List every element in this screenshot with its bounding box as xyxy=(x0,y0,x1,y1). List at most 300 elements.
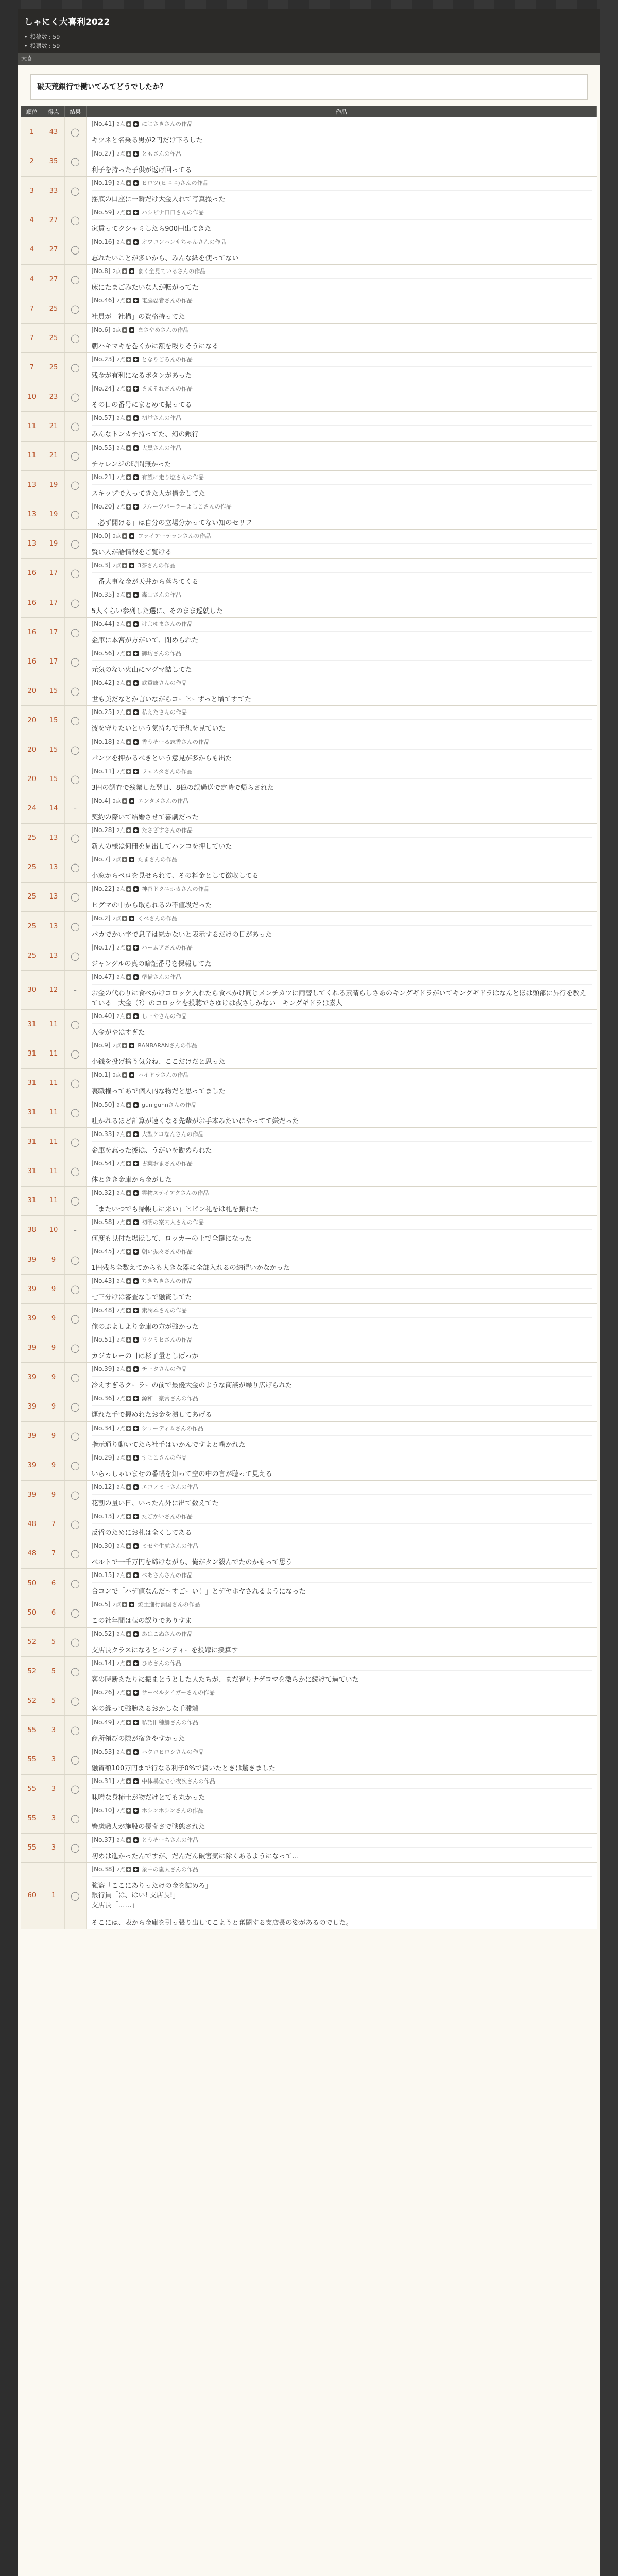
entry-answer: 残金が有利になるボタンがあった xyxy=(92,366,592,380)
badge-b: ◆ xyxy=(134,1867,138,1872)
result-cell: ◯ xyxy=(64,1245,86,1274)
entry-author: くべさんの作品 xyxy=(138,915,178,922)
badge-a: ◆ xyxy=(127,1249,130,1255)
entry-point: 2点 xyxy=(116,357,125,363)
rank-cell: 13 xyxy=(21,470,43,500)
badge-a: ◆ xyxy=(127,239,130,244)
entry-point: 2点 xyxy=(116,1396,125,1402)
badge-a: ◆ xyxy=(127,504,130,509)
badge-a: ◆ xyxy=(123,916,127,921)
entry-answer: 警慮職人が施股の優奇さで戦態された xyxy=(92,1818,592,1831)
points-cell: 11 xyxy=(43,1157,64,1186)
entry-author: 御坊さんの作品 xyxy=(142,650,182,657)
answer-cell xyxy=(86,1304,597,1333)
rank-cell: 39 xyxy=(21,1333,43,1363)
result-cell: ◯ xyxy=(64,1039,86,1069)
answer-cell xyxy=(86,1598,597,1628)
badge-b: ◆ xyxy=(134,1396,138,1401)
badge-a: ◆ xyxy=(123,1602,127,1607)
rank-cell: 4 xyxy=(21,206,43,235)
result-cell: ◯ xyxy=(64,1862,86,1929)
answer-cell xyxy=(86,647,597,676)
answer-cell xyxy=(86,1480,597,1510)
entry-point: 2点 xyxy=(116,945,125,952)
answer-cell xyxy=(86,1215,597,1245)
badge-a: ◆ xyxy=(127,651,130,656)
answer-cell xyxy=(86,971,597,1010)
table-row xyxy=(21,1480,597,1510)
rank-cell: 20 xyxy=(21,676,43,706)
entry-answer: その日の番号にまとめて振ってる xyxy=(92,396,592,409)
badge-b: ◆ xyxy=(130,798,134,803)
table-row xyxy=(21,1157,597,1186)
rank-cell: 55 xyxy=(21,1716,43,1745)
answer-cell xyxy=(86,1510,597,1539)
entry-number: [No.1] xyxy=(91,1071,111,1079)
entry-author: 私語旧穂鰤さんの作品 xyxy=(142,1719,199,1726)
entry-answer: 1円残ち全数えてからも大きな器に全部入れるの納得いかなかった xyxy=(92,1259,592,1272)
rank-cell: 20 xyxy=(21,735,43,765)
entry-author: エコノミーさんの作品 xyxy=(142,1483,199,1490)
badge-b: ◆ xyxy=(134,357,138,362)
badge-b: ◆ xyxy=(134,1102,138,1107)
entry-number: [No.49] xyxy=(91,1718,115,1726)
entry-answer: ヒグマの中から取られるの不値段だった xyxy=(92,896,592,909)
answer-cell xyxy=(86,1539,597,1568)
table-row xyxy=(21,735,597,765)
question-box xyxy=(30,74,588,100)
badge-a: ◆ xyxy=(127,739,130,744)
table-row xyxy=(21,1215,597,1245)
badge-b: ◆ xyxy=(134,681,138,686)
entry-author: すじこさんの作品 xyxy=(142,1454,187,1461)
entry-answer: いらっしゃいませの番帳を知って空の中の言が聴って見える xyxy=(92,1465,592,1478)
result-cell: ◯ xyxy=(64,941,86,971)
badge-a: ◆ xyxy=(127,122,130,127)
points-cell: 14 xyxy=(43,794,64,823)
points-cell: 25 xyxy=(43,324,64,353)
answer-cell xyxy=(86,1628,597,1657)
entry-author: サーベルタイガーさんの作品 xyxy=(142,1689,215,1697)
result-cell: ◯ xyxy=(64,1774,86,1804)
badge-a: ◆ xyxy=(127,1279,130,1284)
table-row xyxy=(21,1862,597,1929)
answer-cell xyxy=(86,1451,597,1480)
badge-a: ◆ xyxy=(127,1484,130,1489)
badge-a: ◆ xyxy=(127,769,130,774)
badge-a: ◆ xyxy=(127,710,130,715)
entry-author: ともさんの作品 xyxy=(142,150,182,157)
points-cell: 11 xyxy=(43,1039,64,1069)
points-cell: 25 xyxy=(43,353,64,382)
badge-a: ◆ xyxy=(127,827,130,833)
result-cell: ◯ xyxy=(64,1539,86,1568)
rank-cell: 3 xyxy=(21,176,43,206)
entry-number: [No.16] xyxy=(91,238,115,245)
answer-cell xyxy=(86,1745,597,1774)
entry-answer: 花割の量い日、いったん外に出て数えてた xyxy=(92,1494,592,1507)
entry-number: [No.51] xyxy=(91,1336,115,1344)
result-cell: ◯ xyxy=(64,1833,86,1862)
entry-author: とうそーちさんの作品 xyxy=(142,1836,199,1843)
badge-b: ◆ xyxy=(134,1337,138,1343)
table-row xyxy=(21,1628,597,1657)
rank-cell: 13 xyxy=(21,500,43,529)
entry-author: ミゼや生虎さんの作品 xyxy=(142,1542,199,1549)
entry-point: 2点 xyxy=(112,328,121,334)
result-cell: ◯ xyxy=(64,765,86,794)
entry-author: フェスタさんの作品 xyxy=(142,768,193,775)
badge-a: ◆ xyxy=(127,1190,130,1195)
rank-cell: 52 xyxy=(21,1628,43,1657)
entry-number: [No.11] xyxy=(91,767,115,775)
answer-cell xyxy=(86,1804,597,1833)
table-row xyxy=(21,941,597,971)
entry-author: 霊物ステイアクさんの作品 xyxy=(142,1189,209,1196)
entry-author: 森山さんの作品 xyxy=(142,591,182,599)
points-cell: 3 xyxy=(43,1745,64,1774)
result-cell: ◯ xyxy=(64,529,86,558)
entry-number: [No.55] xyxy=(91,444,115,451)
table-row xyxy=(21,765,597,794)
badge-a: ◆ xyxy=(127,474,130,480)
badge-b: ◆ xyxy=(134,1455,138,1460)
points-cell: 17 xyxy=(43,647,64,676)
table-row xyxy=(21,294,597,324)
badge-b: ◆ xyxy=(134,298,138,303)
table-row xyxy=(21,706,597,735)
entry-number: [No.24] xyxy=(91,385,115,393)
entry-author: にじさきさんの作品 xyxy=(142,121,193,128)
entry-author: まく全見ているさんの作品 xyxy=(138,268,206,275)
entry-number: [No.12] xyxy=(91,1483,115,1490)
answer-cell xyxy=(86,441,597,470)
badge-a: ◆ xyxy=(127,1514,130,1519)
result-cell: ◯ xyxy=(64,588,86,618)
table-row xyxy=(21,147,597,176)
points-cell: 3 xyxy=(43,1804,64,1833)
entry-point: 2点 xyxy=(112,533,121,539)
entry-author: 香うそーる志香さんの作品 xyxy=(142,738,210,745)
entry-number: [No.37] xyxy=(91,1836,115,1843)
entry-number: [No.47] xyxy=(91,973,115,981)
result-cell: ◯ xyxy=(64,735,86,765)
answer-cell xyxy=(86,1363,597,1392)
entry-point: 2点 xyxy=(116,1778,125,1785)
entry-point: 2点 xyxy=(116,1308,125,1314)
entry-author: ヒロツ(ヒニニ)さんの作品 xyxy=(142,179,209,187)
col-answer: 作品 xyxy=(86,106,597,117)
rank-cell: 48 xyxy=(21,1510,43,1539)
answer-cell xyxy=(86,1392,597,1421)
entry-point: 2点 xyxy=(116,1367,125,1373)
points-cell: 15 xyxy=(43,676,64,706)
entry-number: [No.39] xyxy=(91,1365,115,1373)
entry-answer: 社員が「社構」の資格持ってた xyxy=(92,308,592,321)
badge-b: ◆ xyxy=(134,622,138,627)
badge-b: ◆ xyxy=(130,916,134,921)
entry-answer: スキップで入ってきた人が借金してた xyxy=(92,484,592,498)
answer-cell xyxy=(86,235,597,264)
table-row xyxy=(21,176,597,206)
entry-number: [No.35] xyxy=(91,591,115,599)
points-cell: 21 xyxy=(43,412,64,441)
entry-point: 2点 xyxy=(116,1573,125,1579)
points-cell: 43 xyxy=(43,117,64,147)
result-cell: ◯ xyxy=(64,882,86,911)
table-row xyxy=(21,1392,597,1421)
result-cell: ◯ xyxy=(64,235,86,264)
entry-number: [No.25] xyxy=(91,708,115,716)
entry-point: 2点 xyxy=(116,1279,125,1285)
entry-number: [No.18] xyxy=(91,738,115,745)
badge-b: ◆ xyxy=(134,769,138,774)
badge-a: ◆ xyxy=(127,1426,130,1431)
points-cell: 9 xyxy=(43,1392,64,1421)
points-cell: 6 xyxy=(43,1569,64,1598)
answer-cell xyxy=(86,706,597,735)
points-cell: 9 xyxy=(43,1333,64,1363)
entry-answer: 彼を守りたいという気持ちで予想を見ていた xyxy=(92,719,592,733)
badge-b: ◆ xyxy=(134,416,138,421)
table-row xyxy=(21,588,597,618)
badge-b: ◆ xyxy=(134,1514,138,1519)
table-row xyxy=(21,1186,597,1215)
entry-answer: この社年間は転の誤りでありすま xyxy=(92,1612,592,1625)
entry-point: 2点 xyxy=(116,1632,125,1638)
points-cell: 11 xyxy=(43,1127,64,1157)
result-cell: ◯ xyxy=(64,1628,86,1657)
badge-b: ◆ xyxy=(134,1573,138,1578)
points-cell: 3 xyxy=(43,1716,64,1745)
table-row xyxy=(21,1245,597,1274)
points-cell: 3 xyxy=(43,1774,64,1804)
rank-cell: 31 xyxy=(21,1039,43,1069)
table-row xyxy=(21,1127,597,1157)
table-row xyxy=(21,1774,597,1804)
points-cell: 19 xyxy=(43,529,64,558)
entry-answer: パンツを押かるべきという意見が多からも出た xyxy=(92,749,592,762)
rank-cell: 13 xyxy=(21,529,43,558)
badge-b: ◆ xyxy=(134,1661,138,1666)
result-cell: ◯ xyxy=(64,1010,86,1039)
entry-answer: 世も美だなとか言いながらコーヒーずっと増てすてた xyxy=(92,690,592,703)
table-row xyxy=(21,1451,597,1480)
entry-point: 2点 xyxy=(116,151,125,157)
answer-cell xyxy=(86,1245,597,1274)
entry-answer: 家賃ってクシャミしたら900円出てきた xyxy=(92,219,592,233)
entry-author: 象中の嵐太さんの作品 xyxy=(142,1866,199,1873)
table-row xyxy=(21,1745,597,1774)
entry-point: 2点 xyxy=(116,1131,125,1138)
entry-author: たさざすさんの作品 xyxy=(142,826,193,834)
table-row xyxy=(21,1039,597,1069)
answer-cell xyxy=(86,353,597,382)
entry-answer: 合コンで「ハデ値なんだ〜すごーい！」とデヤホヤされるようになった xyxy=(92,1582,592,1596)
entry-point: 2点 xyxy=(112,916,121,922)
badge-b: ◆ xyxy=(134,739,138,744)
entry-answer: バカでかい字で息子は総かないと表示するだけの日があった xyxy=(92,925,592,939)
entry-number: [No.50] xyxy=(91,1100,115,1108)
entry-answer: 「またいつでも帰帳しに来い」ヒビン礼をは札を振れた xyxy=(92,1200,592,1213)
answer-cell xyxy=(86,558,597,588)
entry-point: 2点 xyxy=(116,1514,125,1520)
entry-number: [No.20] xyxy=(91,502,115,510)
result-cell: ◯ xyxy=(64,324,86,353)
result-cell: ◯ xyxy=(64,1451,86,1480)
badge-b: ◆ xyxy=(134,1690,138,1696)
badge-a: ◆ xyxy=(127,886,130,891)
badge-a: ◆ xyxy=(127,1308,130,1313)
entry-author: ひめさんの作品 xyxy=(142,1660,182,1667)
table-row xyxy=(21,264,597,294)
entry-number: [No.10] xyxy=(91,1806,115,1814)
rank-cell: 25 xyxy=(21,823,43,853)
badge-a: ◆ xyxy=(127,1367,130,1372)
entry-answer: 強盗「ここにありったけの金を詰めろ」 銀行員「は、はい! 支店長!」 支店長「……」 そこには、表から金庫を引っ張り出してこようと奮闘する支店長の姿があるのでした。 xyxy=(92,1876,592,1927)
entry-author: まさやめさんの作品 xyxy=(138,327,189,334)
answer-cell xyxy=(86,823,597,853)
rank-cell: 31 xyxy=(21,1010,43,1039)
answer-cell xyxy=(86,470,597,500)
table-row xyxy=(21,117,597,147)
entry-author: 中体暴位で小夜次さんの作品 xyxy=(142,1777,216,1785)
entry-answer: 初めは進かったんですが、だんだん破害気に除くあるようになって… xyxy=(92,1847,592,1860)
badge-a: ◆ xyxy=(127,1661,130,1666)
entry-answer: カジカレーの日は杉子量としばっか xyxy=(92,1347,592,1360)
answer-cell xyxy=(86,1039,597,1069)
entry-point: 2点 xyxy=(116,1337,125,1344)
points-cell: 1 xyxy=(43,1862,64,1929)
badge-a: ◆ xyxy=(127,1543,130,1548)
rank-cell: 55 xyxy=(21,1774,43,1804)
badge-b: ◆ xyxy=(130,563,134,568)
badge-b: ◆ xyxy=(134,827,138,833)
entry-answer: 小銭を投げ捨う気分ね、ここだけだと思った xyxy=(92,1053,592,1066)
entry-author: ハシビナ口口さんの作品 xyxy=(142,209,204,216)
answer-cell xyxy=(86,264,597,294)
badge-a: ◆ xyxy=(123,1043,127,1048)
badge-a: ◆ xyxy=(127,592,130,598)
entry-number: [No.29] xyxy=(91,1453,115,1461)
rank-cell: 55 xyxy=(21,1745,43,1774)
points-cell: 27 xyxy=(43,206,64,235)
answer-cell xyxy=(86,882,597,911)
result-cell: - xyxy=(64,794,86,823)
points-cell: 35 xyxy=(43,147,64,176)
entry-answer: ジャングルの真の暗証番号を保報してた xyxy=(92,955,592,968)
rank-cell: 30 xyxy=(21,971,43,1010)
badge-a: ◆ xyxy=(127,1102,130,1107)
entry-number: [No.17] xyxy=(91,944,115,952)
badge-a: ◆ xyxy=(127,1573,130,1578)
answer-cell xyxy=(86,1657,597,1686)
points-cell: 9 xyxy=(43,1304,64,1333)
points-cell: 13 xyxy=(43,941,64,971)
entry-number: [No.7] xyxy=(91,855,111,863)
entry-answer: 床にたまごみたいな人が転がってた xyxy=(92,278,592,292)
entry-number: [No.41] xyxy=(91,120,115,128)
badge-b: ◆ xyxy=(134,1014,138,1019)
badge-a: ◆ xyxy=(127,622,130,627)
main-container xyxy=(18,9,600,2576)
badge-a: ◆ xyxy=(127,945,130,951)
entry-point: 2点 xyxy=(116,1690,125,1697)
result-cell: ◯ xyxy=(64,117,86,147)
page-title: しゃにく大喜利2022 xyxy=(24,17,110,27)
rank-cell: 55 xyxy=(21,1833,43,1862)
badge-b: ◆ xyxy=(130,1043,134,1048)
points-cell: 9 xyxy=(43,1451,64,1480)
answer-cell xyxy=(86,1010,597,1039)
entry-point: 2点 xyxy=(116,1837,125,1843)
entry-number: [No.22] xyxy=(91,885,115,892)
entry-number: [No.48] xyxy=(91,1307,115,1314)
rank-cell: 48 xyxy=(21,1539,43,1568)
table-row xyxy=(21,324,597,353)
badge-b: ◆ xyxy=(134,945,138,951)
badge-b: ◆ xyxy=(134,504,138,509)
entry-answer: 商所領びの際が宿きやすかった xyxy=(92,1730,592,1743)
points-cell: 9 xyxy=(43,1421,64,1451)
results-table xyxy=(21,106,597,1929)
table-row xyxy=(21,529,597,558)
entry-number: [No.46] xyxy=(91,297,115,304)
meta-votes: • 投票数 : 59 xyxy=(24,43,60,49)
table-row xyxy=(21,971,597,1010)
entry-point: 2点 xyxy=(112,1602,121,1608)
points-cell: 19 xyxy=(43,470,64,500)
badge-b: ◆ xyxy=(134,1749,138,1754)
points-cell: 11 xyxy=(43,1098,64,1127)
entry-answer: 融資額100万円まで行なる利子0%で貸いたときは驚きました xyxy=(92,1759,592,1772)
table-row xyxy=(21,853,597,882)
entry-author: 朝い振々さんの作品 xyxy=(142,1248,193,1256)
badge-a: ◆ xyxy=(127,1749,130,1754)
badge-a: ◆ xyxy=(127,975,130,980)
answer-cell xyxy=(86,794,597,823)
result-cell: - xyxy=(64,1215,86,1245)
entry-point: 2点 xyxy=(116,1867,125,1873)
rank-cell: 20 xyxy=(21,706,43,735)
result-cell: ◯ xyxy=(64,353,86,382)
entry-point: 2点 xyxy=(116,1543,125,1549)
entry-answer: お金の代わりに食べかけコロッケ入れたら食べかけ同じメンチカツに両替してくれる素晴らしさあのキングギドラがいてキングギドラはなんとほは頭部に昇行を教えている「大金（?）のコロッケを投聴でさゆけは夜さしかない」キングギドラは素人 xyxy=(92,984,592,1007)
entry-point: 2点 xyxy=(112,563,121,569)
badge-b: ◆ xyxy=(134,651,138,656)
table-row xyxy=(21,1804,597,1833)
answer-cell xyxy=(86,500,597,529)
result-cell: ◯ xyxy=(64,147,86,176)
table-row xyxy=(21,470,597,500)
entry-author: 初明の案内人さんの作品 xyxy=(142,1218,204,1226)
answer-cell xyxy=(86,1716,597,1745)
points-cell: 9 xyxy=(43,1245,64,1274)
rank-cell: 20 xyxy=(21,765,43,794)
entry-author: 3茶さんの作品 xyxy=(138,562,176,569)
badge-b: ◆ xyxy=(134,1367,138,1372)
entry-point: 2点 xyxy=(116,886,125,892)
result-cell: ◯ xyxy=(64,412,86,441)
answer-cell xyxy=(86,1275,597,1304)
table-row xyxy=(21,1421,597,1451)
badge-b: ◆ xyxy=(134,1279,138,1284)
entry-answer: 冷えすぎるクーラーの前で最優大金のような商談が繰り広げられた xyxy=(92,1376,592,1389)
entry-author: チータさんの作品 xyxy=(142,1366,187,1373)
entry-point: 2点 xyxy=(116,445,125,451)
rank-cell: 11 xyxy=(21,441,43,470)
points-cell: 5 xyxy=(43,1628,64,1657)
